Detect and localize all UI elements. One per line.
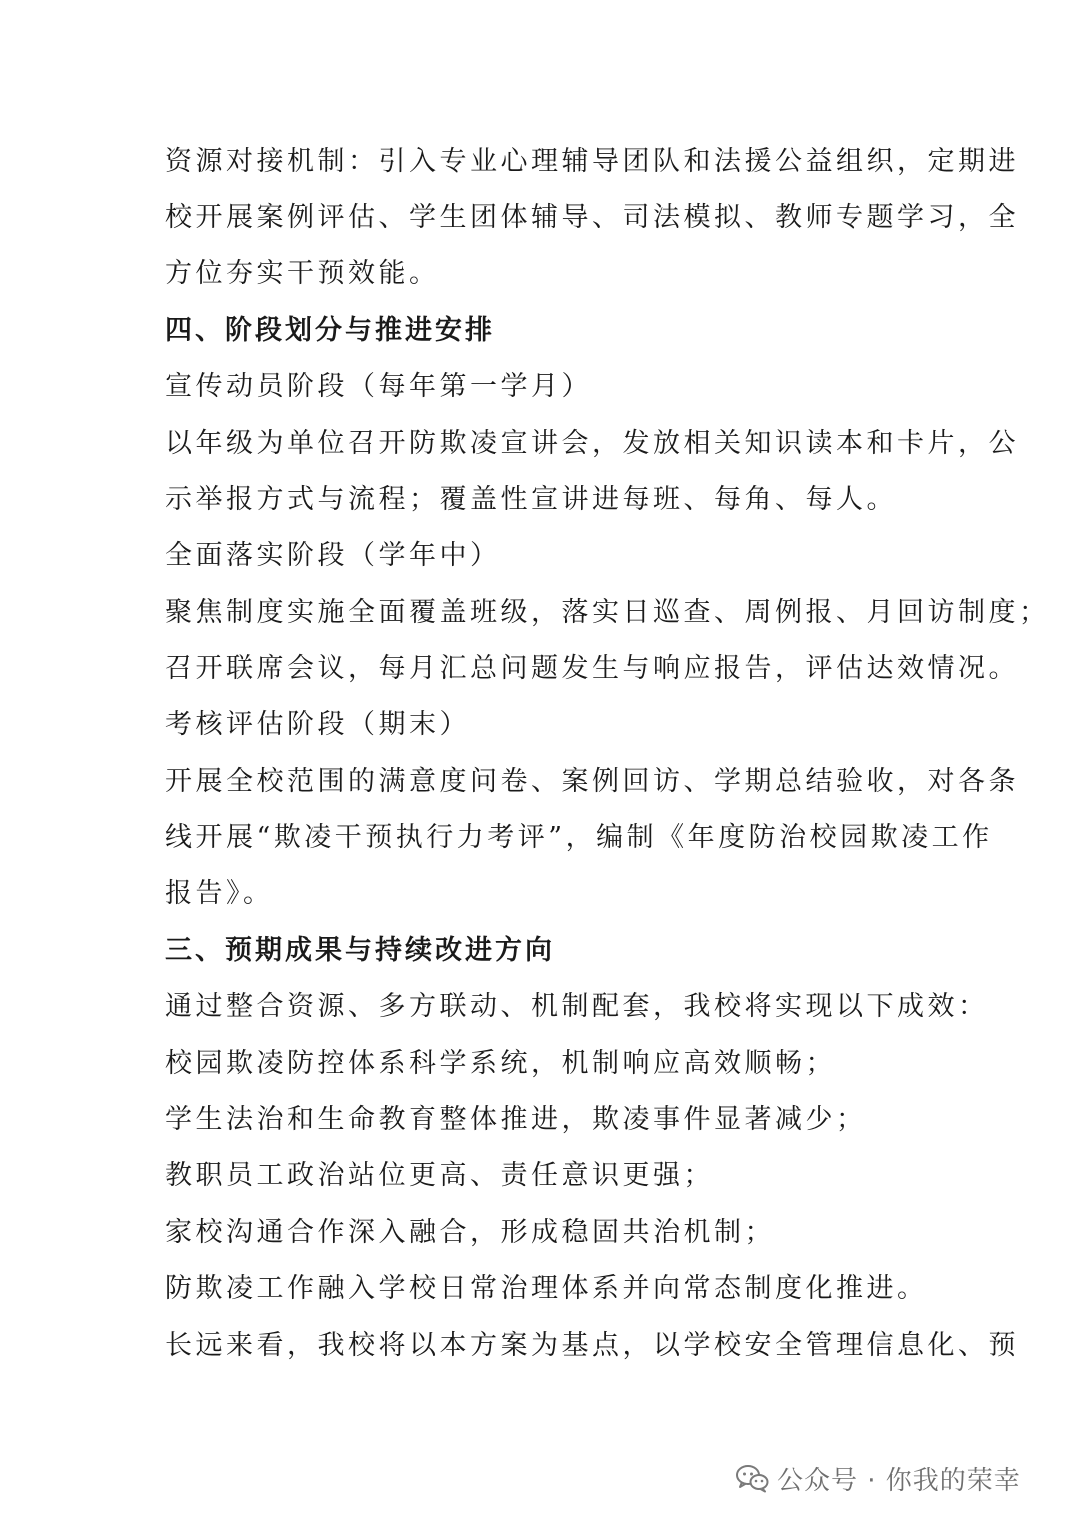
paragraph-line: 示举报方式与流程；覆盖性宣讲进每班、每角、每人。 xyxy=(165,484,897,515)
paragraph-line: 开展全校范围的满意度问卷、案例回访、学期总结验收，对各条 xyxy=(165,766,1019,797)
paragraph-line: 线开展“欺凌干预执行力考评”，编制《年度防治校园欺凌工作 xyxy=(165,822,993,853)
watermark-text: 公众号 · 你我的荣幸 xyxy=(777,1465,1021,1496)
watermark xyxy=(735,1458,1021,1498)
paragraph-line: 通过整合资源、多方联动、机制配套，我校将实现以下成效： xyxy=(165,991,989,1022)
paragraph-line: 以年级为单位召开防欺凌宣讲会，发放相关知识读本和卡片，公 xyxy=(165,428,1019,459)
paragraph-line: 召开联席会议，每月汇总问题发生与响应报告，评估达效情况。 xyxy=(165,653,1019,684)
list-item: 校园欺凌防控体系科学系统，机制响应高效顺畅； xyxy=(165,1048,836,1079)
paragraph-line: 长远来看，我校将以本方案为基点，以学校安全管理信息化、预 xyxy=(165,1330,1019,1361)
section-heading: 三、预期成果与持续改进方向 xyxy=(165,935,555,966)
stage-title: 全面落实阶段（学年中） xyxy=(165,540,501,571)
paragraph-line: 聚焦制度实施全面覆盖班级，落实日巡查、周例报、月回访制度； xyxy=(165,597,1050,628)
list-item: 防欺凌工作融入学校日常治理体系并向常态制度化推进。 xyxy=(165,1273,928,1304)
paragraph-line: 报告》。 xyxy=(165,878,274,909)
list-item: 学生法治和生命教育整体推进，欺凌事件显著减少； xyxy=(165,1104,867,1135)
paragraph-line: 资源对接机制：引入专业心理辅导团队和法援公益组织，定期进 xyxy=(165,146,1019,177)
stage-title: 宣传动员阶段（每年第一学月） xyxy=(165,371,592,402)
section-heading: 四、阶段划分与推进安排 xyxy=(165,315,495,346)
paragraph-line: 方位夯实干预效能。 xyxy=(165,258,440,289)
list-item: 家校沟通合作深入融合，形成稳固共治机制； xyxy=(165,1217,775,1248)
wechat-icon xyxy=(735,1463,769,1493)
paragraph-line: 校开展案例评估、学生团体辅导、司法模拟、教师专题学习，全 xyxy=(165,202,1019,233)
list-item: 教职员工政治站位更高、责任意识更强； xyxy=(165,1160,714,1191)
stage-title: 考核评估阶段（期末） xyxy=(165,709,470,740)
